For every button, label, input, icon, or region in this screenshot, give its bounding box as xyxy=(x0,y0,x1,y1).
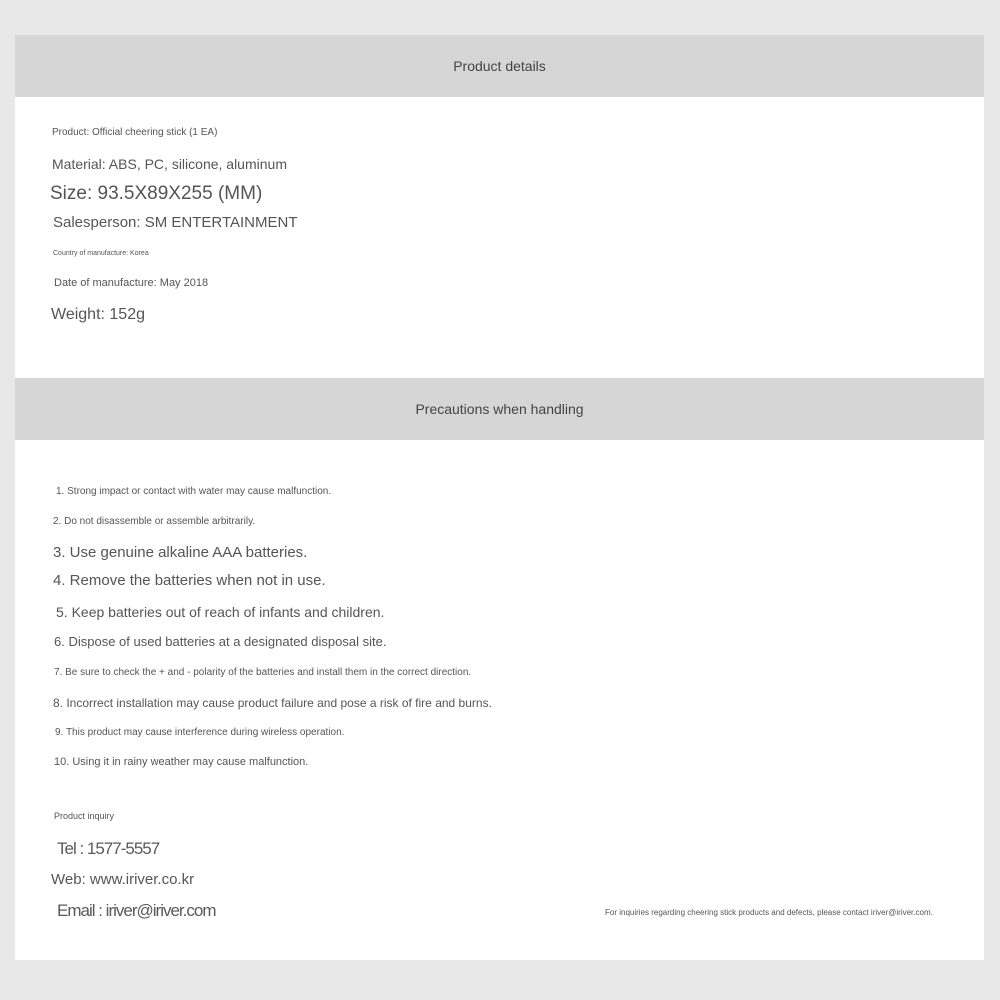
precaution-item: 6. Dispose of used batteries at a designated disposal site. xyxy=(54,634,387,649)
precaution-item: 5. Keep batteries out of reach of infants and children. xyxy=(56,604,385,620)
weight: Weight: 152g xyxy=(51,306,145,323)
precaution-item: 9. This product may cause interference during wireless operation. xyxy=(55,727,345,738)
country-of-manufacture: Country of manufacture: Korea xyxy=(53,250,149,257)
precautions-title: Precautions when handling xyxy=(415,401,584,417)
inquiry-email: Email : iriver@iriver.com xyxy=(57,901,216,920)
product-details-header xyxy=(15,35,984,97)
precaution-item: 4. Remove the batteries when not in use. xyxy=(53,572,326,589)
precaution-item: 8. Incorrect installation may cause product failure and pose a risk of fire and burns. xyxy=(53,696,492,710)
date-of-manufacture: Date of manufacture: May 2018 xyxy=(54,277,209,289)
precaution-item: 3. Use genuine alkaline AAA batteries. xyxy=(53,544,308,561)
inquiry-tel: Tel : 1577-5557 xyxy=(57,839,160,858)
inquiry-web: Web: www.iriver.co.kr xyxy=(51,871,195,888)
precautions-header xyxy=(15,378,984,440)
precaution-item: 7. Be sure to check the + and - polarity of the batteries and install them in the correct direction. xyxy=(54,667,472,678)
product-name: Product: Official cheering stick (1 EA) xyxy=(52,127,218,138)
size: Size: 93.5X89X255 (MM) xyxy=(50,183,263,204)
product-info-sheet xyxy=(15,35,984,960)
product-inquiry-label: Product inquiry xyxy=(54,811,115,821)
product-details-title: Product details xyxy=(453,58,546,74)
salesperson: Salesperson: SM ENTERTAINMENT xyxy=(53,214,298,231)
precaution-item: 10. Using it in rainy weather may cause malfunction. xyxy=(54,756,309,768)
inquiry-note: For inquiries regarding cheering stick products and defects, please contact iriver@iriver.com. xyxy=(605,908,933,917)
precaution-item: 2. Do not disassemble or assemble arbitrarily. xyxy=(53,516,256,527)
precaution-item: 1. Strong impact or contact with water may cause malfunction. xyxy=(56,486,332,497)
material: Material: ABS, PC, silicone, aluminum xyxy=(52,156,287,172)
